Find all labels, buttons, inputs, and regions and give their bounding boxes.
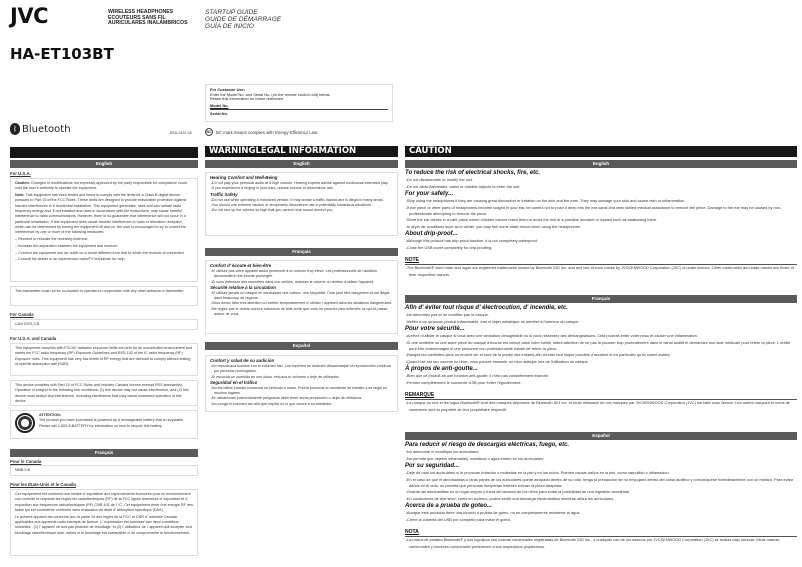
bullet-item: ▪ Do not play your personal audio at a high volume. Hearing experts advise against continuous extended play. bbox=[210, 181, 393, 186]
warning-fr-box bbox=[205, 260, 398, 334]
subheading: Sécurité relative à la circulation bbox=[210, 284, 276, 290]
bullet-item: ▪ Veillez à ce qu'aucun produit inflammable, eau ni objet métallique ne pénètre à l'intérieur du casque. bbox=[405, 319, 797, 326]
subheading: Pour votre sécurité... bbox=[405, 326, 465, 333]
warning-legal-title: WARNINGLEGAL INFORMATION bbox=[205, 146, 398, 157]
caution-fr-section bbox=[405, 304, 797, 413]
paragraph: – Reorient or relocate the receiving antenna. bbox=[15, 236, 88, 241]
bullet-item: ▪ No permita que objetos inflamables, metálicos o agua entren en los auriculares. bbox=[405, 456, 797, 463]
caution-en-section bbox=[405, 169, 797, 278]
fr-rf-exposure-text: Cet équipement est conforme aux limites d' exposition aux rayonnements énoncées pour un environnement non contrôlé et respecte les règles les radioélectriques (RF) de la FCC lignes directrices d' exposition et d' exposition aux fréquences radioélectriques (RF) CNR-102 de l' IC. Cet équipement émet une énergie RF très faible qui est considérée conforme sans évaluation du débit d' absorption spécifique (DAS). bbox=[15, 492, 193, 512]
product-line-es: AURICULARES INALÁMBRICOS bbox=[108, 20, 188, 27]
bullet-item: ▪ No desmonte ni modifique los auriculares. bbox=[405, 449, 797, 456]
usa-canada-heading: For U.S.A. and Canada bbox=[10, 336, 57, 341]
bullet-item: ▪ La marca de palabra Bluetooth® y sus logotipos son marcas comerciales registradas de Bluetooth SIG Inc., y cualquier uso de los mismos por JVCKENWOOD Corporation (JVC) se realiza bajo licencia. Otras marcas comerciales y nombres comerciales pertenecen a sus respectivos propietarios. bbox=[405, 537, 797, 549]
left-title-bar bbox=[10, 147, 198, 158]
bullet-item: ▪ Si escucha un zumbido en sus oídos, reduzca el volumen o deje de utilizarlos. bbox=[210, 375, 393, 380]
bullet-item: ▪ Si une oreillette ou une autre pièce du casque d'écoute est coincé dans votre oreille, faites attention de ne pas la pousser trop profondément dans le canal auditif et demandez une aide médicale pour retirer la pièce. L'oreille peut être endommagée si une personne non professionnelle essaie de retirer la pièce. bbox=[405, 340, 797, 352]
paragraph bbox=[15, 193, 193, 235]
fr-canada-value: NMB-3 B bbox=[10, 465, 198, 476]
left-english-bar: English bbox=[10, 160, 198, 168]
bsa-code: BSA-2492-08 bbox=[170, 131, 192, 135]
bullet-item: ▪ Do not disassemble or modify the unit. bbox=[405, 177, 797, 184]
paragraph-text: This equipment has been tested and found to comply with the limits for a Class B digital device, pursuant to Part 15 of the FCC Rules. These limits are designed to provide reasonable protection against harmful interference in a residential installation. This equipment generates, uses and can radiate radio frequency energy and, if not installed and used in accordance with the instructions, may cause harmful interference to radio communications. However, there is no guarantee that interference will not occur in a particular installation. If this equipment does cause harmful interference to radio or television reception, which can be determined by turning the equipment off and on, the user is encouraged to try to correct the interference by one or more of the following measures: bbox=[15, 193, 187, 235]
bullet-item: ▪ N' utilisez jamais un casque en conduisant une voiture, une bicyclette. Cela peut être dangereux et est illégal dans beaucoup de régions. bbox=[210, 291, 393, 302]
bc-mark-icon: BC bbox=[206, 130, 212, 134]
canada-value: CAN ICES-3 B bbox=[10, 319, 198, 330]
canada-heading: For Canada bbox=[10, 312, 34, 317]
bullet-item: ▪ Cierre la cubierta del USB por completo para evitar el goteo. bbox=[405, 517, 797, 524]
bullet-item: ▪ Deje de usar los auriculares si le provocan irritación o molestias en la piel y en los oídos. Pueden causar daños en la piel, como sarpullido o inflamación. bbox=[405, 470, 797, 477]
bullet-item: ▪ If you experience a ringing in your ears, reduce volume or discontinue use. bbox=[210, 186, 393, 191]
usa-heading: For U.S.A. bbox=[10, 171, 31, 176]
bluetooth-logo bbox=[10, 123, 71, 135]
subheading: Seguridad en el tráfico bbox=[210, 379, 258, 385]
subheading: About drip-proof... bbox=[405, 231, 458, 238]
guide-title bbox=[205, 10, 281, 30]
warning-en-box bbox=[205, 172, 398, 236]
note-heading: NOTA bbox=[405, 529, 797, 537]
subheading: Confort y salud de su audición bbox=[210, 358, 275, 363]
bullet-item: ▪ If ear piece or other parts of headphones become lodged in your ear, be careful not to push it deep into the ear canal and seek skilled medical assistance to remove the piece. Damage to the ear may be caused by non-professionals attempting to remove the piece. bbox=[405, 205, 797, 217]
note-heading: REMARQUE bbox=[405, 392, 797, 400]
caution-title: CAUTION bbox=[405, 146, 797, 157]
bullet-item: ▪ No ponga el volumen tan alto que impida oír lo que ocurre a su alrededor. bbox=[210, 402, 393, 407]
bullet-item: ▪ Stop using the headphones if they are causing great discomfort or irritation on the skin and the ears. They may damage your skin and cause rash or inflammation. bbox=[405, 198, 797, 205]
bullet-item: ▪ En el caso de que el almohadillas u otras partes de los auriculares quede atrapado dentro de su oído, tenga la precaución de no empujarlo dentro del canal auditivo y comuníquese inmediatamente con un médico. Para evitar daños en el oído, no permita que personas inexpertas intenten extraer la pieza atrapada. bbox=[405, 477, 797, 489]
right-francais-bar: Français bbox=[405, 295, 797, 303]
paragraph-lead: Caution: bbox=[15, 181, 31, 185]
product-line bbox=[108, 10, 188, 27]
subheading: Afin d' éviter tout risque d' électrocution, d' incendie, etc. bbox=[405, 305, 568, 311]
bullet-item: ▪ Ne démontez pas et ne modifiez pas le casque. bbox=[405, 312, 797, 319]
bullet-item: ▪ N' utilisez pas votre appareil audio personnel à un volume trop élevé. Les professionnels de l'audition déconseillent une écoute prolongée. bbox=[210, 269, 393, 280]
paragraph-lead: Note: bbox=[15, 193, 26, 198]
note-heading: NOTE bbox=[405, 257, 797, 265]
fr-usa-canada-heading: Pour les États-Unis et le Canada bbox=[10, 482, 76, 487]
bullet-item: ▪ En condiciones de aire seco, como en invierno, podría sentir una descarga electrostática mientras utiliza los auriculares. bbox=[405, 496, 797, 503]
left-francais-bar: Français bbox=[10, 449, 198, 457]
bullet-item: ▪ Bien que ce produit ait une fonction anti-goutte, il n'est pas complètement étanche. bbox=[405, 373, 797, 380]
fr-part15-text: Le présent appareil est conforme aux la partie 15 des règles de la FCC et CNR d' Industrie Canada applicables aux appareils radio exempts de licence. L' exploitation est autorisée aux deux conditions suivantes : (1) l' appareil ne doit pas produire de brouillage, et (2) l' utilisateur de l' appareil doit accepter tout brouillage radioélectrique subi, même si le brouillage est susceptible d' en compromettre le fonctionnement. bbox=[15, 514, 192, 535]
subheading: To reduce the risk of electrical shocks, fire, etc. bbox=[405, 170, 541, 176]
guide-title-es: GUÍA DE INICIO bbox=[205, 22, 254, 30]
paragraph-text: Changes or modifications not expressly approved by the party responsible for compliance could void the user's authority to operate the equipment. bbox=[15, 181, 187, 191]
attention-text: The product you have purchased is powered by a rechargeable battery that is recyclable. Please call 1-800-8-BATTERY for information on how to recycle this battery. bbox=[39, 418, 185, 428]
subheading: Acerca de a prueba de goteo... bbox=[405, 503, 493, 510]
guide-title-fr: GUIDE DE DÉMARRAGE bbox=[205, 15, 282, 23]
subheading: Traffic Safety bbox=[210, 191, 238, 197]
guide-title-en: STARTUP GUIDE bbox=[205, 9, 258, 16]
bullet-item: ▪ Aunque este producto tiene una función a prueba de goteo, no es completamente resistente al agua. bbox=[405, 510, 797, 517]
bullet-item: ▪ No reproduzca sonidos con el volumen alto. Los expertos en audición desaconsejan la reproducción continua por periodos prolongados. bbox=[210, 364, 393, 375]
paragraph: – Increase the separation between the equipment and receiver. bbox=[15, 243, 119, 248]
subheading: À propos de anti-goutte... bbox=[405, 366, 478, 373]
bullet-item: ▪ Si vous entendez des sonnettes dans vos oreilles, réduisez le volume ou arrêtez d'utiliser l'appareil. bbox=[210, 280, 393, 285]
bullet-item: ▪ Rangez les oreillettes dans un endroit sûr et hors de la portée des enfants afin d'éviter tout risque possible d'accident et en particulier qu'ils soient avalés. bbox=[405, 352, 797, 359]
customer-use-box bbox=[205, 84, 393, 122]
usa-box bbox=[10, 178, 198, 282]
bullet-item: ▪ Do not allow flammable, water or metallic objects to enter the unit. bbox=[405, 184, 797, 191]
bullet-item: ▪ The Bluetooth® word mark and logos are registered trademarks owned by Bluetooth SIG Inc, and any use of such marks by JVCKENWOOD Corporation (JVC) is under licence. Other trademarks and trade names are those of their respective owners. bbox=[405, 265, 797, 277]
middle-espanol-bar: Español bbox=[205, 342, 398, 350]
bullet-item: ▪ Do not use while operating a motorized vehicle. It may create a traffic hazard and is illegal in many areas. bbox=[210, 198, 393, 203]
rf-exposure-box: This equipment complies with FCC/IC radiation exposure limits set forth for an uncontrolled environment and meets the FCC radio frequency (RF) Exposure Guidelines and RSS-102 of the IC radio frequency (RF) Exposure rules. This equipment has very low levels of RF energy that are deemed to comply without testing of specific absorption rate (SAR). bbox=[10, 343, 198, 376]
bullet-item: ▪ Fermez complètement le couvercle USB pour éviter l'égouttement. bbox=[405, 380, 797, 387]
battery-attention-box bbox=[10, 410, 198, 439]
right-espanol-bar: Español bbox=[405, 432, 797, 440]
caution-es-section bbox=[405, 441, 797, 550]
customer-use-title: For Customer Use: bbox=[210, 87, 246, 92]
bullet-item: ▪ Ne réglez pas le niveau sonore maximum de telle sorte que vous ne pourriez plus entendre ce qui se passe autour de vous. bbox=[210, 307, 393, 318]
bullet-item: ▪ La marque du mot et les logos Bluetooth® sont des marques déposées de Bluetooth SIG Inc. et toute utilisation de ces marques par JVCKENWOOD Corporation (JVC) est faite sous licence. Les autres marques et noms de commerce sont la propriété de leur propriétaire respectif. bbox=[405, 400, 797, 412]
subheading: Hearing Comfort and Well-Being bbox=[210, 175, 278, 180]
bc-mark-note bbox=[205, 128, 318, 136]
bullet-item: ▪ Do not turn up the volume so high that you cannot hear sound around you. bbox=[210, 208, 393, 213]
subheading: Confort d' écoute et bien-être bbox=[210, 263, 272, 268]
paragraph: – Consult the dealer or an experienced radio/TV technician for help. bbox=[15, 257, 126, 262]
attention-title: ATTENTION: bbox=[39, 413, 62, 417]
subheading: For your safety... bbox=[405, 191, 454, 198]
customer-use-line1: Enter the Model No. and Serial No. (on the remote control unit) below. bbox=[210, 91, 331, 97]
middle-english-bar: English bbox=[205, 160, 398, 168]
bluetooth-wordmark: Bluetooth bbox=[22, 123, 71, 135]
model-no-field: Model No. bbox=[210, 104, 388, 111]
subheading: Por su seguridad... bbox=[405, 463, 460, 470]
bullet-item: ▪ You should use extreme caution or temporarily discontinue use in potentially hazardous situations. bbox=[210, 203, 393, 208]
bullet-item: ▪ Store the ear pieces in a safe place where children cannot reach them to avoid the risk of a possible accident or hazard such as swallowing them. bbox=[405, 217, 797, 224]
rbrc-recycle-seal-icon bbox=[15, 413, 35, 433]
bullet-item: ▪ En situaciones potencialmente peligrosas debe tener suma precaución o dejar de utilizarlos. bbox=[210, 396, 393, 401]
bullet-item: ▪ Arrêtez d'utiliser le casque si vous avez une sensation désagréable ou si vous ressentez des démangeaisons. Cela pourrait irriter votre peau et causer une inflammation. bbox=[405, 333, 797, 340]
bullet-item: ▪ Quand l'air est sec comme en hiver, vous pouvez ressentir un choc statique lors de l'utilisation du casque. bbox=[405, 359, 797, 366]
warning-es-box bbox=[205, 355, 398, 412]
bullet-item: ▪ Close the USB cover completely for drip-proofing. bbox=[405, 245, 797, 252]
bullet-item: ▪ Although this product has drip-proof function, it is not completely waterproof. bbox=[405, 238, 797, 245]
serial-no-field: Serial No. bbox=[210, 111, 228, 117]
right-english-bar: English bbox=[405, 160, 797, 168]
part15-box: This device complies with Part 15 of FCC Rules and Industry Canada licence-exempt RSS standard(s). Operation is subject to the following two conditions: (1) this device may not cause interference, and (2) this device must accept any interference, including interference that may cause undesired operation of this device. bbox=[10, 380, 198, 406]
bullet-item: ▪ In dryer air conditions such as in winter, you may feel some static shock when using the headphones. bbox=[405, 224, 797, 231]
bullet-item: ▪ Guarde las almohadillas en un lugar seguro y fuera del alcance de los niños para evitar la posibilidad de una ingestión accidental. bbox=[405, 489, 797, 496]
bullet-item: ▪ Vous devez faire très attention ou arrêter temporairement d' utiliser l' appareil dans les situations dangereuses. bbox=[210, 301, 393, 306]
bullet-item: ▪ No los utilice cuando conduzca un vehículo a motor. Podría provocar un accidente de tránsito y es ilegal en muchos lugares. bbox=[210, 386, 393, 397]
product-line-en: WIRELESS HEADPHONES bbox=[108, 9, 174, 15]
fr-canada-heading: Pour le Canada bbox=[10, 459, 42, 464]
paragraph: – Connect the equipment into an outlet on a circuit different from that to which the receiver is connected. bbox=[15, 250, 185, 255]
paragraph bbox=[15, 181, 193, 192]
bc-mark-text: BC mark means complies with Energy Efficiency Law. bbox=[216, 129, 319, 135]
product-line-fr: ECOUTEURS SANS FIL bbox=[108, 14, 166, 21]
jvc-logo: JVC bbox=[10, 4, 48, 28]
bluetooth-icon: ᛒ bbox=[10, 123, 20, 135]
subheading: Para reducir el riesgo de descargas eléctricas, fuego, etc. bbox=[405, 442, 570, 448]
fr-compliance-box bbox=[10, 489, 198, 556]
transmitter-note: This transmitter must not be co-located or operated in conjunction with any other antenna or transmitter. bbox=[10, 286, 198, 306]
model-number: HA-ET103BT bbox=[10, 45, 114, 63]
customer-use-line2: Retain this information for future reference. bbox=[210, 96, 284, 102]
middle-francais-bar: Français bbox=[205, 248, 398, 256]
